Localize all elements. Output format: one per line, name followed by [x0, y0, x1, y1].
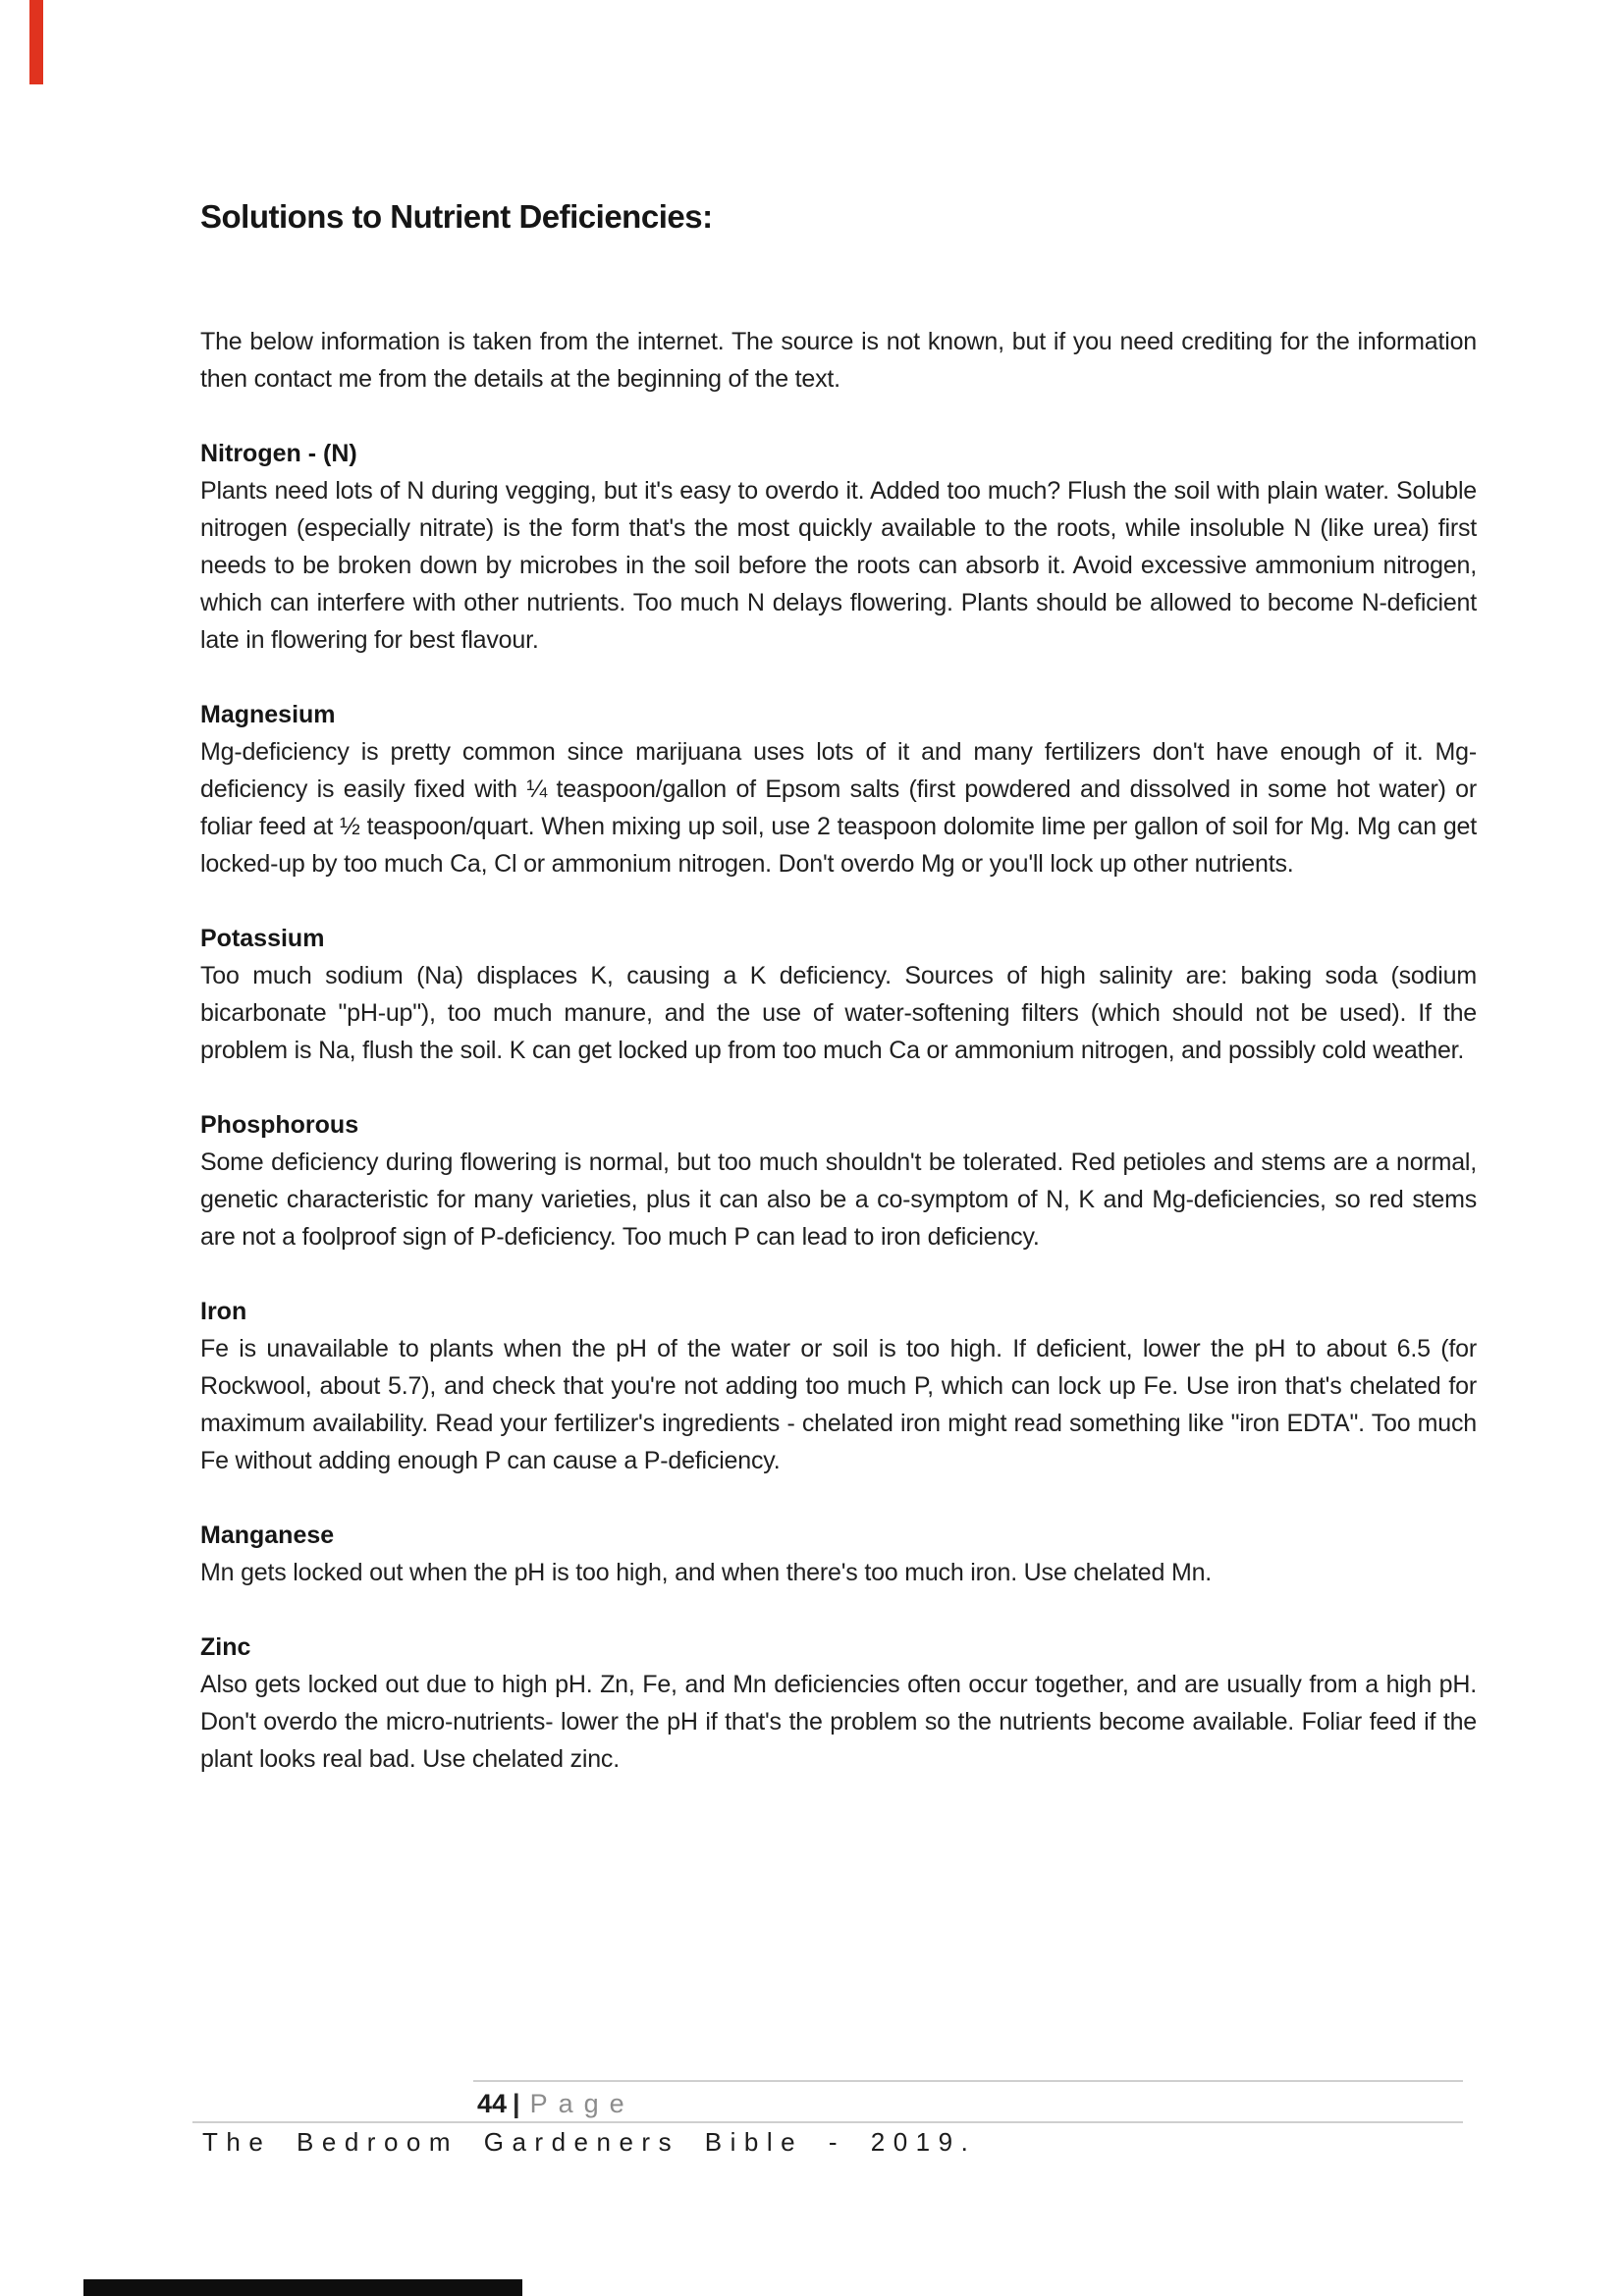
section-heading-zinc: Zinc — [200, 1633, 251, 1661]
section-body-manganese: Mn gets locked out when the pH is too high, and when there's too much iron. Use chelated Mn. — [200, 1559, 1213, 1586]
section-heading-nitrogen: Nitrogen - (N) — [200, 440, 357, 467]
section-heading-iron: Iron — [200, 1298, 247, 1325]
section-body-nitrogen: Plants need lots of N during vegging, but it's easy to overdo it. Added too much? Flush the soil with plain water. Soluble nitrogen (especially nitrate) is the form that's the most quickly available to the roots, while insoluble N (like urea) first needs to be broken down by microbes in the soil before the roots can absorb it. Avoid excessive ammonium nitrogen, which can interfere with other nutrients. Too much N delays flowering. Plants should be allowed to become N-deficient late in flowering for best flavour. — [200, 477, 1477, 654]
footer-book-title: The Bedroom Gardeners Bible - 2019. — [202, 2127, 977, 2157]
black-scan-artifact — [83, 2279, 522, 2296]
red-scan-artifact — [29, 0, 43, 84]
page-title: Solutions to Nutrient Deficiencies: — [200, 198, 713, 235]
section-body-potassium: Too much sodium (Na) displaces K, causing a K deficiency. Sources of high salinity are: baking soda (sodium bicarbonate "pH-up"), too much manure, and the use of water-softening filters (which should not be used). If the problem is Na, flush the soil. K can get locked up from too much Ca or ammonium nitrogen, and possibly cold weather. — [200, 962, 1477, 1064]
footer-page-word: Page — [529, 2089, 635, 2118]
page-content — [200, 196, 1477, 1778]
section-body-iron: Fe is unavailable to plants when the pH of the water or soil is too high. If deficient, lower the pH to about 6.5 (for Rockwool, about 5.7), and check that you're not adding too much P, which can lock up Fe. Use iron that's chelated for maximum availability. Read your fertilizer's ingredients - chelated iron might read something like "iron EDTA". Too much Fe without adding enough P can cause a P-deficiency. — [200, 1335, 1477, 1474]
section-heading-phosphorous: Phosphorous — [200, 1111, 359, 1139]
footer-rule-top — [473, 2080, 1463, 2082]
footer-page-line — [477, 2089, 635, 2118]
footer-separator: | — [513, 2089, 520, 2118]
footer-rule-bottom — [192, 2121, 1463, 2123]
section-body-magnesium: Mg-deficiency is pretty common since marijuana uses lots of it and many fertilizers don't have enough of it. Mg-deficiency is easily fixed with ¼ teaspoon/gallon of Epsom salts (first powdered and dissolved in some hot water) or foliar feed at ½ teaspoon/quart. When mixing up soil, use 2 teaspoon dolomite lime per gallon of soil for Mg. Mg can get locked-up by too much Ca, Cl or ammonium nitrogen. Don't overdo Mg or you'll lock up other nutrients. — [200, 738, 1477, 878]
page-number: 44 — [477, 2089, 508, 2118]
section-body-zinc: Also gets locked out due to high pH. Zn, Fe, and Mn deficiencies often occur together, and are usually from a high pH. Don't overdo the micro-nutrients- lower the pH if that's the problem so the nutrients become available. Foliar feed if the plant looks real bad. Use chelated zinc. — [200, 1671, 1477, 1773]
intro-paragraph: The below information is taken from the internet. The source is not known, but if you need crediting for the information then contact me from the details at the beginning of the text. — [200, 328, 1477, 393]
section-heading-magnesium: Magnesium — [200, 701, 336, 728]
section-heading-manganese: Manganese — [200, 1522, 335, 1549]
section-body-phosphorous: Some deficiency during flowering is normal, but too much shouldn't be tolerated. Red petioles and stems are a normal, genetic characteristic for many varieties, plus it can also be a co-symptom of N, K and Mg-deficiencies, so red stems are not a foolproof sign of P-deficiency. Too much P can lead to iron deficiency. — [200, 1148, 1477, 1251]
section-heading-potassium: Potassium — [200, 925, 325, 952]
